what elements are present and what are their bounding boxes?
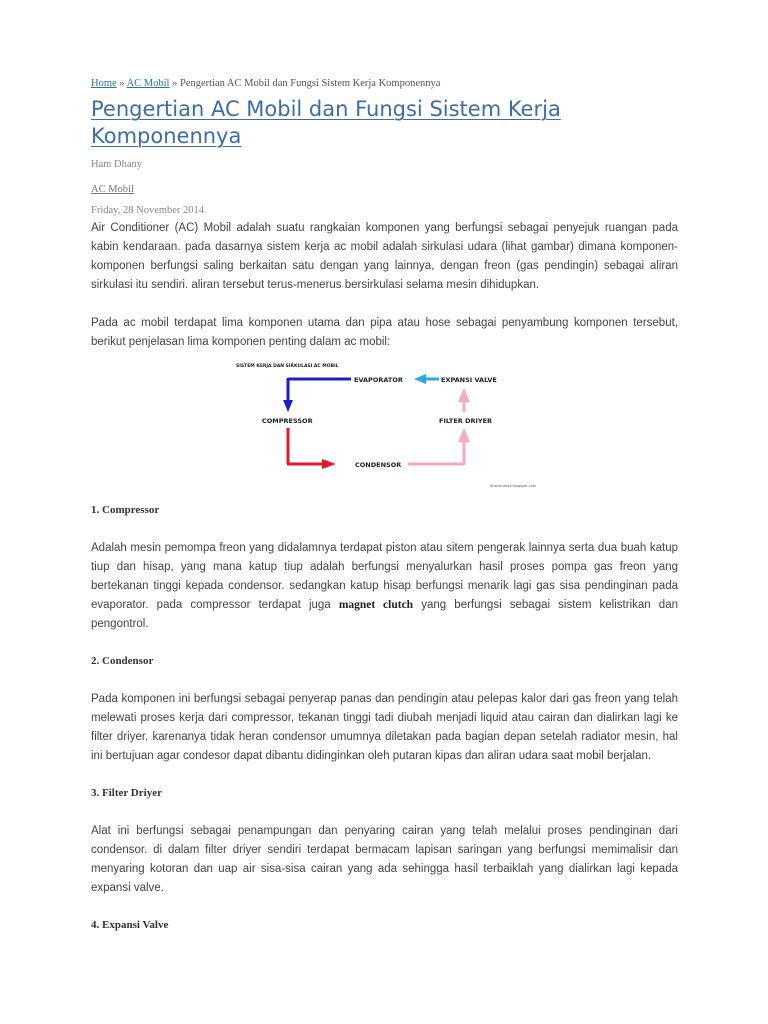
article-title[interactable]: Pengertian AC Mobil dan Fungsi Sistem Kerja Komponennya	[91, 97, 561, 148]
label-filter-driyer: FILTER DRIYER	[439, 417, 493, 425]
section-heading-expansi-valve: 4. Expansi Valve	[91, 919, 169, 931]
article-author: Ham Dhany	[91, 159, 143, 170]
breadcrumb	[91, 74, 678, 94]
label-condensor: CONDENSOR	[355, 461, 402, 469]
section-heading-filter-driyer: 3. Filter Driyer	[91, 787, 162, 799]
label-expansi-valve: EXPANSI VALVE	[441, 376, 497, 384]
diagram-credit: dhanisumex.blogspot.com	[490, 484, 536, 488]
magnet-clutch-term: magnet clutch	[338, 599, 414, 611]
article-category-link[interactable]: AC Mobil	[91, 184, 134, 195]
breadcrumb-home-link[interactable]: Home	[91, 78, 117, 89]
article-date: Friday, 28 November 2014	[91, 205, 205, 216]
ac-circulation-diagram	[236, 362, 536, 492]
breadcrumb-current: Pengertian AC Mobil dan Fungsi Sistem Kerja Komponennya	[179, 78, 441, 89]
diagram-heading: SISTEM KERJA DAN SIRKULASI AC MOBIL	[236, 364, 339, 369]
red-arrow-head	[322, 459, 336, 469]
cyan-arrow-head	[414, 374, 426, 384]
diagram-svg	[236, 362, 536, 492]
breadcrumb-separator: »	[119, 78, 125, 89]
breadcrumb-category-link[interactable]: AC Mobil	[126, 78, 170, 89]
filter-driyer-paragraph: Alat ini berfungsi sebagai penampungan dan penyaring cairan yang telah melalui proses pendinginan dari condensor. di dalam filter driyer sendiri terdapat bermacam lapisan saringan yang berfungsi memimalisir dan menyaring kotoran dan uap air sisa-sisa cairan yang ada sehingga hasil terbaiklah yang dialirkan lagi kepada expansi valve.	[91, 825, 678, 894]
condensor-paragraph: Pada komponen ini berfungsi sebagai penyerap panas dan pendingin atau pelepas kalor dari gas freon yang telah melewati proses kerja dari compressor, tekanan tinggi tadi diubah menjadi liquid atau cairan dan dialirkan lagi ke filter driyer. karenanya tidak heran condensor umumnya diletakan pada bagian depan setelah radiator mesin, hal ini bertujuan agar condesor dapat dibantu didinginkan oleh putaran kipas dan aliran udara saat mobil berjalan.	[91, 693, 678, 762]
compressor-paragraph	[91, 539, 678, 634]
section-heading-compressor: 1. Compressor	[91, 504, 160, 516]
intro-paragraph-2: Pada ac mobil terdapat lima komponen utama dan pipa atau hose sebagai penyambung komponen tersebut, berikut penjelasan lima komponen penting dalam ac mobil:	[91, 317, 678, 348]
compressor-text-1: Adalah mesin pemompa freon yang didalamnya terdapat piston atau sitem pengerak lainnya serta dua buah katup tiup dan hisap, yang mana katup tiup adalah berfungsi menyalurkan hasil proses pompa gas freon yang bertekanan tinggi kepada condensor. sedangkan katup hisap berfungsi menarik lagi gas sisa pendinginan pada evaporator. pada compressor terdapat juga	[91, 542, 678, 611]
breadcrumb-separator: »	[172, 78, 178, 89]
article-category	[91, 183, 678, 197]
pink-arrow-head-lower	[458, 428, 470, 442]
label-compressor: COMPRESSOR	[262, 417, 313, 425]
label-evaporator: EVAPORATOR	[354, 376, 403, 384]
article-content	[91, 74, 678, 935]
intro-paragraph-1: Air Conditioner (AC) Mobil adalah suatu rangkaian komponen yang berfungsi sebagai penyejuk ruangan pada kabin kendaraan. pada dasarnya sistem kerja ac mobil adalah sirkulasi udara (lihat gambar) dimana komponen-komponen berfungsi saling berkaitan satu dengan yang lainnya, dengan freon (gas pendingin) sebagai aliran sirkulasi itu sendiri. aliran tersebut terus-menerus bersirkulasi selama mesin dihidupkan.	[91, 222, 678, 291]
pink-arrow-head-upper	[458, 388, 470, 402]
compressor-text-2: yang berfungsi sebagai sistem kelistrikan dan pengontrol.	[91, 599, 678, 630]
section-heading-condensor: 2. Condensor	[91, 655, 154, 667]
blue-arrow-head	[283, 400, 293, 412]
